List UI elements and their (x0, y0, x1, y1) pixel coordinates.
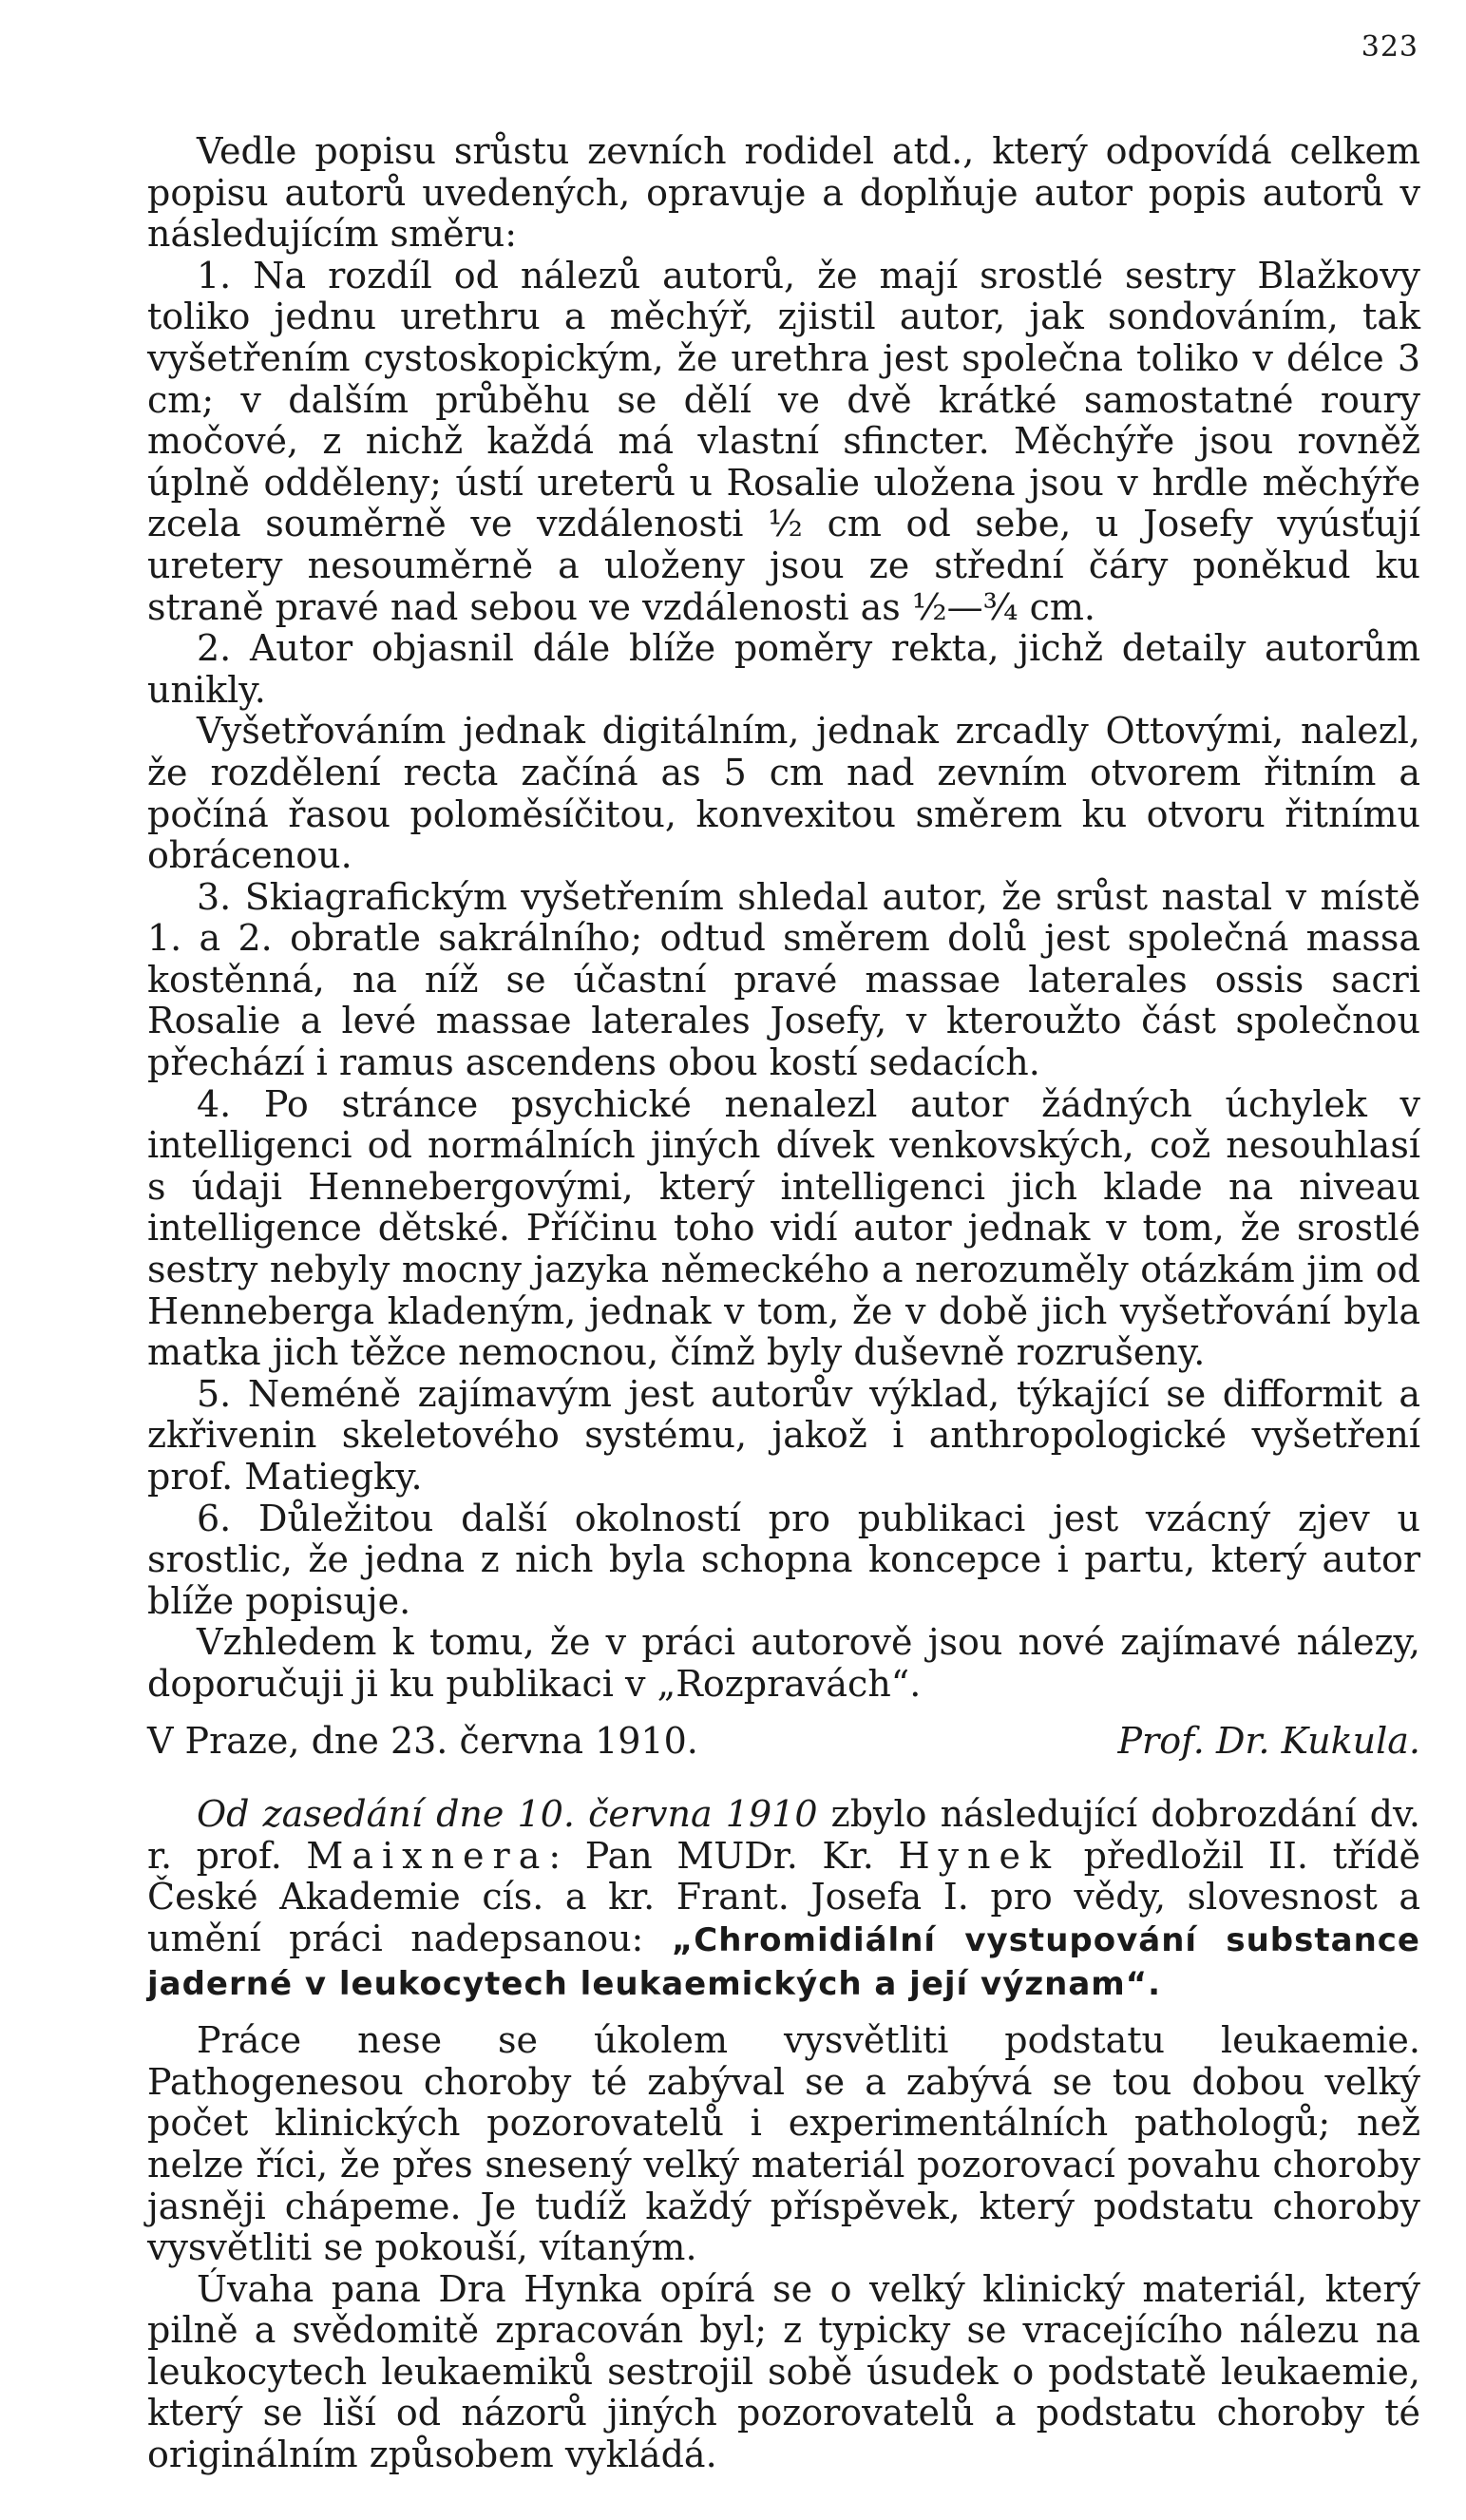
review-intro: Vedle popisu srůstu zevních rodidel atd., který odpovídá celkem popisu autorů uvedených, opravuje a doplňuje autor popis autorů v následujícím směru: (147, 130, 1420, 256)
session-text-2: : Pan MUDr. Kr. (548, 1834, 899, 1877)
finding-6: 6. Důležitou další okolností pro publikaci jest vzácný zjev u srostlic, že jedna z nich byla schopna koncepce i partu, který autor blíže popisuje. (147, 1497, 1420, 1622)
spacer (147, 1762, 1420, 1794)
page-text (147, 131, 1420, 2476)
finding-2-detail: Vyšetřováním jednak digitálním, jednak zrcadly Ottovými, nalezl, že rozdělení recta začíná as 5 cm nad zevním otvorem řitním a počíná řasou poloměsíčitou, konvexitou směrem ku otvoru řitnímu obrácenou. (147, 710, 1420, 877)
signature-author: Prof. Dr. Kukula. (1117, 1719, 1420, 1762)
finding-1: 1. Na rozdíl od nálezů autorů, že mají srostlé sestry Blažkovy toliko jednu urethru a měchýř, zjistil autor, jak sondováním, tak vyšetřením cystoskopickým, že urethra jest společna toliko v délce 3 cm; v dalším průběhu se dělí ve dvě krátké samostatné roury močové, z nichž každá má vlastní sfincter. Měchýře jsou rovněž úplně odděleny; ústí ureterů u Rosalie uložena jsou v hrdle měchýře zcela souměrně ve vzdálenosti ½ cm od sebe, u Josefy vyúsťují uretery nesouměrně a uloženy jsou ze střední čáry poněkud ku straně pravé nad sebou ve vzdálenosti as ½—¾ cm. (147, 254, 1420, 628)
finding-4: 4. Po stránce psychické nenalezl autor žádných úchylek v intelligenci od normálních jiných dívek venkovských, což nesouhlasí s údaji Hennebergovými, který intelligenci jich klade na niveau intelligence dětské. Příčinu toho vidí autor jednak v tom, že srostlé sestry nebyly mocny jazyka německého a nerozuměly otázkám jim od Henneberga kladeným, jednak v tom, že v době jich vyšetřování byla matka jich těžce nemocnou, čímž byly duševně rozrušeny. (147, 1082, 1420, 1374)
page-number: 323 (1361, 30, 1418, 64)
spacer (147, 1706, 1420, 1721)
work-title: „Chromidiální vystupování substance jaderné v leukocytech leukaemických a její význam“. (147, 1920, 1420, 2003)
session-text-3: předložil II. třídě České Akademie cís. a kr. Frant. Josefa I. pro vědy, slovesnost a umění práci nadepsanou: (147, 1834, 1421, 1959)
finding-3: 3. Skiagrafickým vyšetřením shledal autor, že srůst nastal v místě 1. a 2. obratle sakrálního; odtud směrem dolů jest společná massa kostěnná, na níž se účastní pravé massae laterales ossis sacri Rosalie a levé massae laterales Josefy, v kteroužto část společnou přechází i ramus ascendens obou kostí sedacích. (147, 875, 1420, 1084)
signature-place-date: V Praze, dne 23. června 1910. (147, 1719, 698, 1762)
review-paragraph-1: Práce nese se úkolem vysvětliti podstatu leukaemie. Pathogenesou choroby té zabýval se a zabývá se tou dobou velký počet klinických pozorovatelů i experimentálních pathologů; než nelze říci, že přes snesený velký materiál pozorovací povahu choroby jasněji chápeme. Je tudíž každý příspěvek, který podstatu choroby vysvětliti se pokouší, vítaným. (147, 2019, 1420, 2269)
reviewer-name: Maixnera (306, 1834, 549, 1877)
review-paragraph-2: Úvaha pana Dra Hynka opírá se o velký klinický materiál, který pilně a svědomitě zpracován byl; z typicky se vracejícího nálezu na leukocytech leukaemiků sestrojil sobě úsudek o podstatě leukaemie, který se liší od názorů jiných pozorovatelů a podstatu choroby té originálním způsobem vykládá. (147, 2267, 1420, 2476)
session-date: Od zasedání dne 10. června 1910 (197, 1793, 818, 1836)
session-text-1: zbylo následující dobrozdání dv. r. prof. (147, 1793, 1421, 1877)
finding-5: 5. Neméně zajímavým jest autorův výklad, týkající se difformit a zkřivenin skeletového systému, jakož i anthropologické vyšetření prof. Matiegky. (147, 1372, 1420, 1498)
spacer (147, 2005, 1420, 2020)
signature-line (147, 1721, 1420, 1763)
recommendation: Vzhledem k tomu, že v práci autorově jsou nové zajímavé nálezy, doporučuji ji ku publikaci v „Rozpravách“. (147, 1621, 1420, 1705)
author-name: Hynek (898, 1834, 1060, 1877)
session-intro (147, 1794, 1420, 2005)
finding-2: 2. Autor objasnil dále blíže poměry rekta, jichž detaily autorům unikly. (147, 627, 1420, 711)
